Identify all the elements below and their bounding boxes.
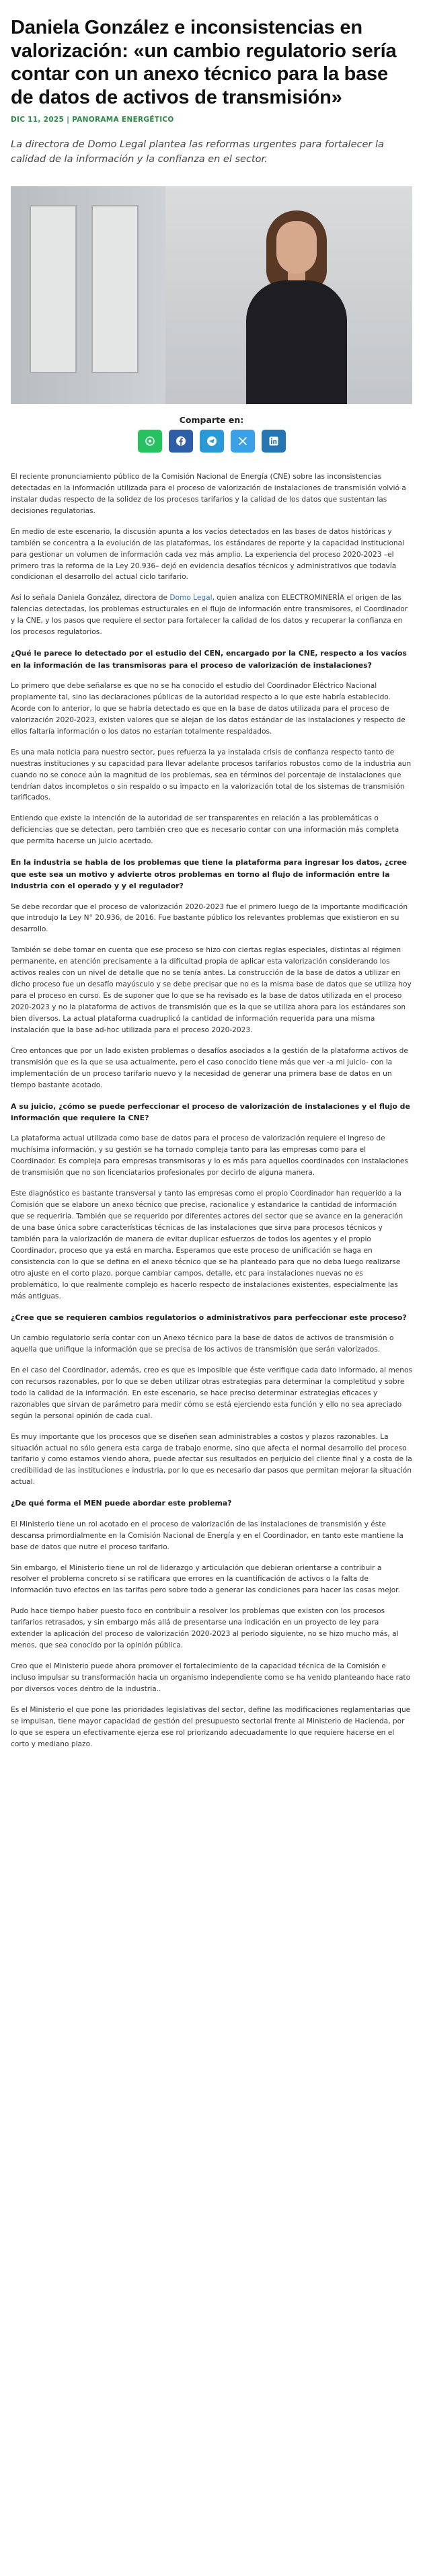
article-title: Daniela González e inconsistencias en valorización: «un cambio regulatorio sería contar con un anexo técnico para la base de datos de activos de transmisión» (11, 17, 397, 108)
article-category-link[interactable]: PANORAMA ENERGÉTICO (72, 116, 174, 124)
share-whatsapp-button[interactable] (138, 430, 162, 453)
body-paragraph: Es una mala noticia para nuestro sector, pues refuerza la ya instalada crisis de confianza respecto tanto de nuestras instituciones y su capacidad para llevar adelante procesos tarifarios robustos como de la industria aun cuando no se conoce aún la magnitud de los problemas, sea en términos del porcentaje de instalaciones que tendrían datos incompletos o sin respaldo o su impacto en la valorización total de los sistemas de transmisión tarificados. (11, 748, 412, 802)
x-icon (237, 436, 248, 446)
telegram-icon (206, 436, 217, 446)
share-linkedin-button[interactable] (262, 430, 286, 453)
share-telegram-button[interactable] (200, 430, 224, 453)
body-paragraph: En el caso del Coordinador, además, creo es que es imposible que éste verifique cada dato informado, al menos con recursos razonables, por lo que se deben utilizar otras estrategias para determinar la completitud y sobre todo la calidad de la información. En este escenario, se hace preciso determinar estrategias eficaces y razonables que sirvan de parámetro para medir cómo se está ejerciendo esta función y ello no sea apreciado según la personal opinión de cada cual. (11, 1366, 413, 1420)
domo-legal-link[interactable]: Domo Legal (169, 594, 213, 602)
body-paragraph: El Ministerio tiene un rol acotado en el proceso de valorización de las instalaciones de transmisión y éste descansa primordialmente en la Comisión Nacional de Energía y en el Coordinador, en tanto este mantiene la base de datos que nutre el proceso tarifario. (11, 1520, 403, 1551)
interview-question: En la industria se habla de los problemas que tiene la plataforma para ingresar los datos, ¿cree que este sea un motivo y advierte otros problemas en torno al flujo de información entre la industria con el operado y y el regulador? (11, 858, 407, 891)
body-paragraph: Creo entonces que por un lado existen problemas o desafíos asociados a la gestión de la plataforma activos de transmisión que es la que se usa actualmente, pero el caso conocido tiene más que ver -a mi juicio- con la implementación de un proceso tarifario nuevo y la necesidad de generar una primera base de datos en un tiempo bastante acotado. (11, 1046, 408, 1089)
body-paragraph: La plataforma actual utilizada como base de datos para el proceso de valorización requiere el ingreso de muchísima información, y su gestión se ha tornado compleja tanto para las empresas como para el Coordinador. Es compleja para empresas transmisoras y lo es más para aquellos coordinados con instalaciones de transmisión que no son licenciatarios profesionales por decirlo de alguna manera. (11, 1134, 408, 1177)
body-paragraph: Sin embargo, el Ministerio tiene un rol de liderazgo y articulación que debieran orientarse a contribuir a resolver el problema concreto si se ratificara que errores en la cuantificación de activos o la falta de información tuvo efectos en las tarifas pero sobre todo a generar las condiciones para hacer las cosas mejor. (11, 1563, 400, 1595)
share-x-button[interactable] (231, 430, 255, 453)
article-subtitle: La directora de Domo Legal plantea las reformas urgentes para fortalecer la calidad de la información y la confianza en el sector. (11, 139, 384, 165)
article-meta (11, 116, 412, 124)
whatsapp-icon (145, 436, 155, 446)
body-paragraph: Lo primero que debe señalarse es que no se ha conocido el estudio del Coordinador Eléctrico Nacional propiamente tal, sino las declaraciones públicas de la autoridad respecto a lo que este habría establecido. Acorde con lo anterior, lo que se habría detectado es que en la base de datos utilizada para el proceso de valorización 2020-2023, existen valores que se alejan de los datos estándar de las instalaciones y respecto de ellos faltaría información o los datos no estarían totalmente respaldados. (11, 682, 406, 736)
interview-question: ¿De qué forma el MEN puede abordar este problema? (11, 1499, 232, 1508)
article-photo (11, 186, 412, 404)
body-paragraph: Es muy importante que los procesos que se diseñen sean administrables a costos y plazos razonables. La situación actual no sólo genera esta carga de trabajo enorme, sino que afecta el normal desarrollo del proceso tarifario y como estamos viendo ahora, puede afectar sus resultados en perjuicio del cliente final y a costa de la credibilidad de las instituciones e industria, por lo que es necesario dar pasos que permitan mejorar la situación actual. (11, 1432, 412, 1487)
article-body (11, 471, 412, 1750)
body-paragraph: Un cambio regulatorio sería contar con un Anexo técnico para la base de datos de activos de transmisión o aquella que unifique la información que se precisa de los activos de transmisión que serán valorizados. (11, 1334, 394, 1354)
body-paragraph: Este diagnóstico es bastante transversal y tanto las empresas como el propio Coordinador han requerido a la Comisión que se elabore un anexo técnico que precise, racionalice y estandarice la cantidad de información que se requeriría. También que se requerido por diferentes actores del sector que se avance en la generación de una base única sobre características técnicas de las instalaciones que sirva para procesos técnicos y también para la valorización de manera de evitar duplicar esfuerzos de todos los agentes y el propio Coordinador, proceso que ya está en marcha. Esperamos que este proceso de unificación se haga en consistencia con lo que se defina en el anexo técnico que se ha planteado para que no deba luego realizarse otro ajuste en el corto plazo, porque cambiar campos, detalle, etc para instalaciones nuevas no es problemático, lo que realmente complejo es hacerlo respecto de instalaciones existentes, especialmente las más antiguas. (11, 1189, 403, 1300)
body-paragraph: Pudo hace tiempo haber puesto foco en contribuir a resolver los problemas que existen con los procesos tarifarios retrasados, y sin embargo más allá de presentarse una indicación en un proyecto de ley para extender la aplicación del proceso de valorización 2020-2023 al periodo siguiente, no se hizo mucho más, al menos, que sea conocido por la opinión pública. (11, 1607, 399, 1650)
share-buttons (11, 430, 412, 453)
interview-question: ¿Qué le parece lo detectado por el estudio del CEN, encargado por la CNE, respecto a los vacíos en la información de las transmisoras para el proceso de valorización de instalaciones? (11, 649, 407, 670)
body-paragraph-with-link: Así lo señala Daniela González, directora de Domo Legal, quien analiza con ELECTROMINERÍA el origen de las falencias detectadas, los problemas estructurales en el flujo de información entre transmisores, el Coordinador y la CNE, y los pasos que requiere el sector para fortalecer la calidad de los datos y recuperar la confianza en los procesos regulatorios. (11, 594, 408, 637)
share-facebook-button[interactable] (169, 430, 193, 453)
body-paragraph: Es el Ministerio el que pone las prioridades legislativas del sector, define las modificaciones reglamentarias que se impulsan, tiene mayor capacidad de gestión del presupuesto sectorial frente al Ministerio de Hacienda, por lo que se espera un efectivamente ejerza ese rol priorizando adecuadamente lo que requiere hacerse en el corto y mediano plazo. (11, 1705, 411, 1748)
meta-separator: | (67, 116, 70, 124)
interview-question: A su juicio, ¿cómo se puede perfeccionar el proceso de valorización de instalaciones y el flujo de información que requiere la CNE? (11, 1101, 410, 1122)
share-section (11, 415, 412, 453)
body-paragraph: El reciente pronunciamiento público de la Comisión Nacional de Energía (CNE) sobre las inconsistencias detectadas en la información utilizada para el proceso de valorización de instalaciones de transmisión volvió a instalar dudas respecto de la solidez de los procesos tarifarios y la calidad de los datos que sustentan las decisiones regulatorias. (11, 472, 406, 515)
portrait-figure (239, 206, 354, 404)
body-paragraph: Se debe recordar que el proceso de valorización 2020-2023 fue el primero luego de la importante modificación que introdujo la Ley N° 20.936, de 2016. Fue bastante público los relevantes problemas que existieron en su desarrollo. (11, 902, 408, 934)
body-paragraph: Creo que el Ministerio puede ahora promover el fortalecimiento de la capacidad técnica de la Comisión e incluso impulsar su transformación hacia un organismo independiente como se ha venido planteando hace rato por diversos voces dentro de la industria.. (11, 1662, 411, 1693)
share-label: Comparte en: (179, 414, 244, 425)
facebook-icon (176, 436, 186, 446)
interview-question: ¿Cree que se requieren cambios regulatorios o administrativos para perfeccionar este proceso? (11, 1313, 407, 1322)
body-paragraph: Entiendo que existe la intención de la autoridad de ser transparentes en relación a las problemáticas o deficiencias que se detectan, pero también creo que es necesario contar con una información más completa que permita hacerse un juicio acertado. (11, 814, 399, 846)
body-paragraph: También se debe tomar en cuenta que ese proceso se hizo con ciertas reglas especiales, distintas al régimen permanente, en atención precisamente a la dificultad propia de aplicar esta valorización considerando los activos reales con un nivel de detalle que no se tenía antes. La construcción de la base de datos a utilizar en dicho proceso fue un desafío mayúsculo y se debe precisar que no es la misma base de datos que se utiliza hoy para el proceso en curso. Es de suponer que lo que se ha revisado es la base de datos utilizada en el proceso 2020-2023 y no la plataforma de activos de transmisión que es la que se utiliza ahora para los estándares son bien diversos. La actual plataforma cuadruplicó la cantidad de información requerida para una misma instalación que la base ad-hoc utilizada para el proceso 2020-2023. (11, 946, 412, 1034)
body-paragraph: En medio de este escenario, la discusión apunta a los vacíos detectados en las bases de datos históricas y también se concentra a la evolución de las plataformas, los estándares de reporte y la capacidad institucional para gestionar un volumen de información cada vez más amplio. La experiencia del proceso 2020-2023 –el primero tras la reforma de la Ley 20.936– dejó en evidencia desafíos técnicos y administrativos que todavía condicionan el desarrollo del actual ciclo tarifario. (11, 527, 405, 582)
article-date: DIC 11, 2025 (11, 116, 65, 124)
linkedin-icon (268, 436, 279, 446)
